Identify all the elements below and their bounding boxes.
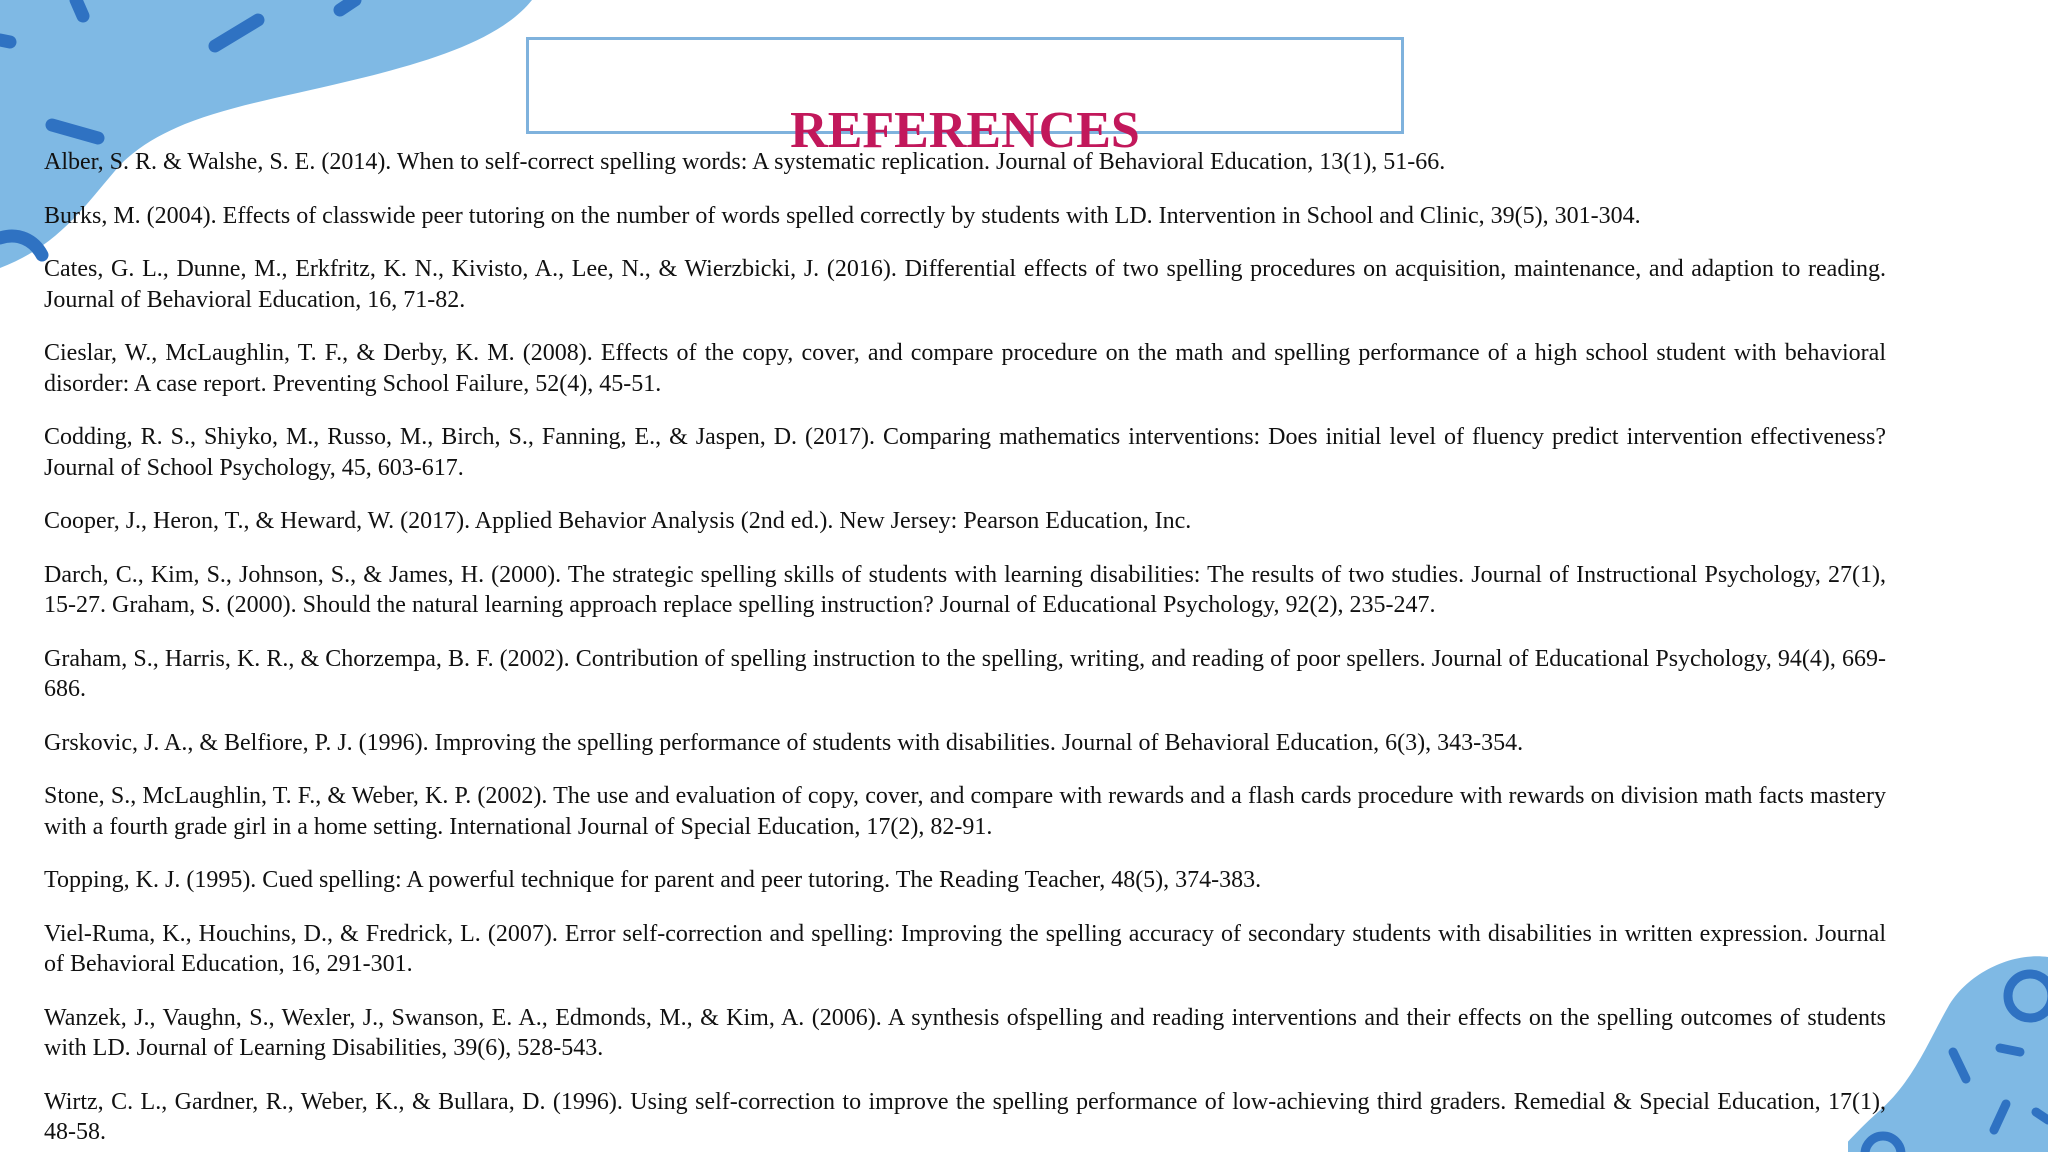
reference-item: Cieslar, W., McLaughlin, T. F., & Derby, K. M. (2008). Effects of the copy, cover, and compare procedure on the math and spelling performance of a high school student with behavioral disorder: A case report. Preventing School Failure, 52(4), 45-51. <box>44 340 1886 397</box>
reference-item: Wanzek, J., Vaughn, S., Wexler, J., Swanson, E. A., Edmonds, M., & Kim, A. (2006). A synthesis ofspelling and reading interventions and their effects on the spelling outcomes of students with LD. Journal of Learning Disabilities, 39(6), 528-543. <box>44 1004 1886 1061</box>
reference-item: Grskovic, J. A., & Belfiore, P. J. (1996). Improving the spelling performance of students with disabilities. Journal of Behavioral Education, 6(3), 343-354. <box>44 729 1524 756</box>
reference-item: Cooper, J., Heron, T., & Heward, W. (2017). Applied Behavior Analysis (2nd ed.). New Jersey: Pearson Education, Inc. <box>44 508 1192 534</box>
reference-item: Alber, S. R. & Walshe, S. E. (2014). When to self-correct spelling words: A systematic replication. Journal of Behavioral Education, 13(1), 51-66. <box>44 149 1446 175</box>
dash-mark <box>340 0 355 10</box>
reference-item: Viel-Ruma, K., Houchins, D., & Fredrick, L. (2007). Error self-correction and spelling: Improving the spelling accuracy of secondary students with disabilities in written expression. Journal of Behavioral Education, 16, 291-301. <box>44 920 1886 977</box>
page-title: REFERENCES <box>790 102 1140 159</box>
dash-mark <box>2000 1048 2020 1052</box>
reference-item: Burks, M. (2004). Effects of classwide peer tutoring on the number of words spelled correctly by students with LD. Intervention in School and Clinic, 39(5), 301-304. <box>44 202 1641 229</box>
reference-item: Darch, C., Kim, S., Johnson, S., & James, H. (2000). The strategic spelling skills of students with learning disabilities: The results of two studies. Journal of Instructional Psychology, 27(1), 15-27. Graham, S. (2000). Should the natural learning approach replace spelling instruction? Journal of Educational Psychology, 92(2), 235-247. <box>44 561 1886 618</box>
reference-item: Topping, K. J. (1995). Cued spelling: A powerful technique for parent and peer tutoring. The Reading Teacher, 48(5), 374-383. <box>44 867 1262 893</box>
reference-item: Codding, R. S., Shiyko, M., Russo, M., Birch, S., Fanning, E., & Jaspen, D. (2017). Comparing mathematics interventions: Does initial level of fluency predict intervention effectiveness? Journal of School Psychology, 45, 603-617. <box>44 424 1886 481</box>
dash-mark <box>0 40 10 42</box>
reference-list <box>44 147 1886 1171</box>
reference-item: Wirtz, C. L., Gardner, R., Weber, K., & Bullara, D. (1996). Using self-correction to improve the spelling performance of low-achieving third graders. Remedial & Special Education, 17(1), 48-58. <box>44 1088 1886 1145</box>
reference-item: Stone, S., McLaughlin, T. F., & Weber, K. P. (2002). The use and evaluation of copy, cover, and compare with rewards and a flash cards procedure with rewards on division math facts mastery with a fourth grade girl in a home setting. International Journal of Special Education, 17(2), 82-91. <box>44 783 1886 840</box>
dash-mark <box>76 0 83 16</box>
reference-item: Graham, S., Harris, K. R., & Chorzempa, B. F. (2002). Contribution of spelling instruction to the spelling, writing, and reading of poor spellers. Journal of Educational Psychology, 94(4), 669-686. <box>44 645 1886 702</box>
reference-item: Cates, G. L., Dunne, M., Erkfritz, K. N., Kivisto, A., Lee, N., & Wierzbicki, J. (2016). Differential effects of two spelling procedures on acquisition, maintenance, and adaption to reading. Journal of Behavioral Education, 16, 71-82. <box>44 256 1886 313</box>
